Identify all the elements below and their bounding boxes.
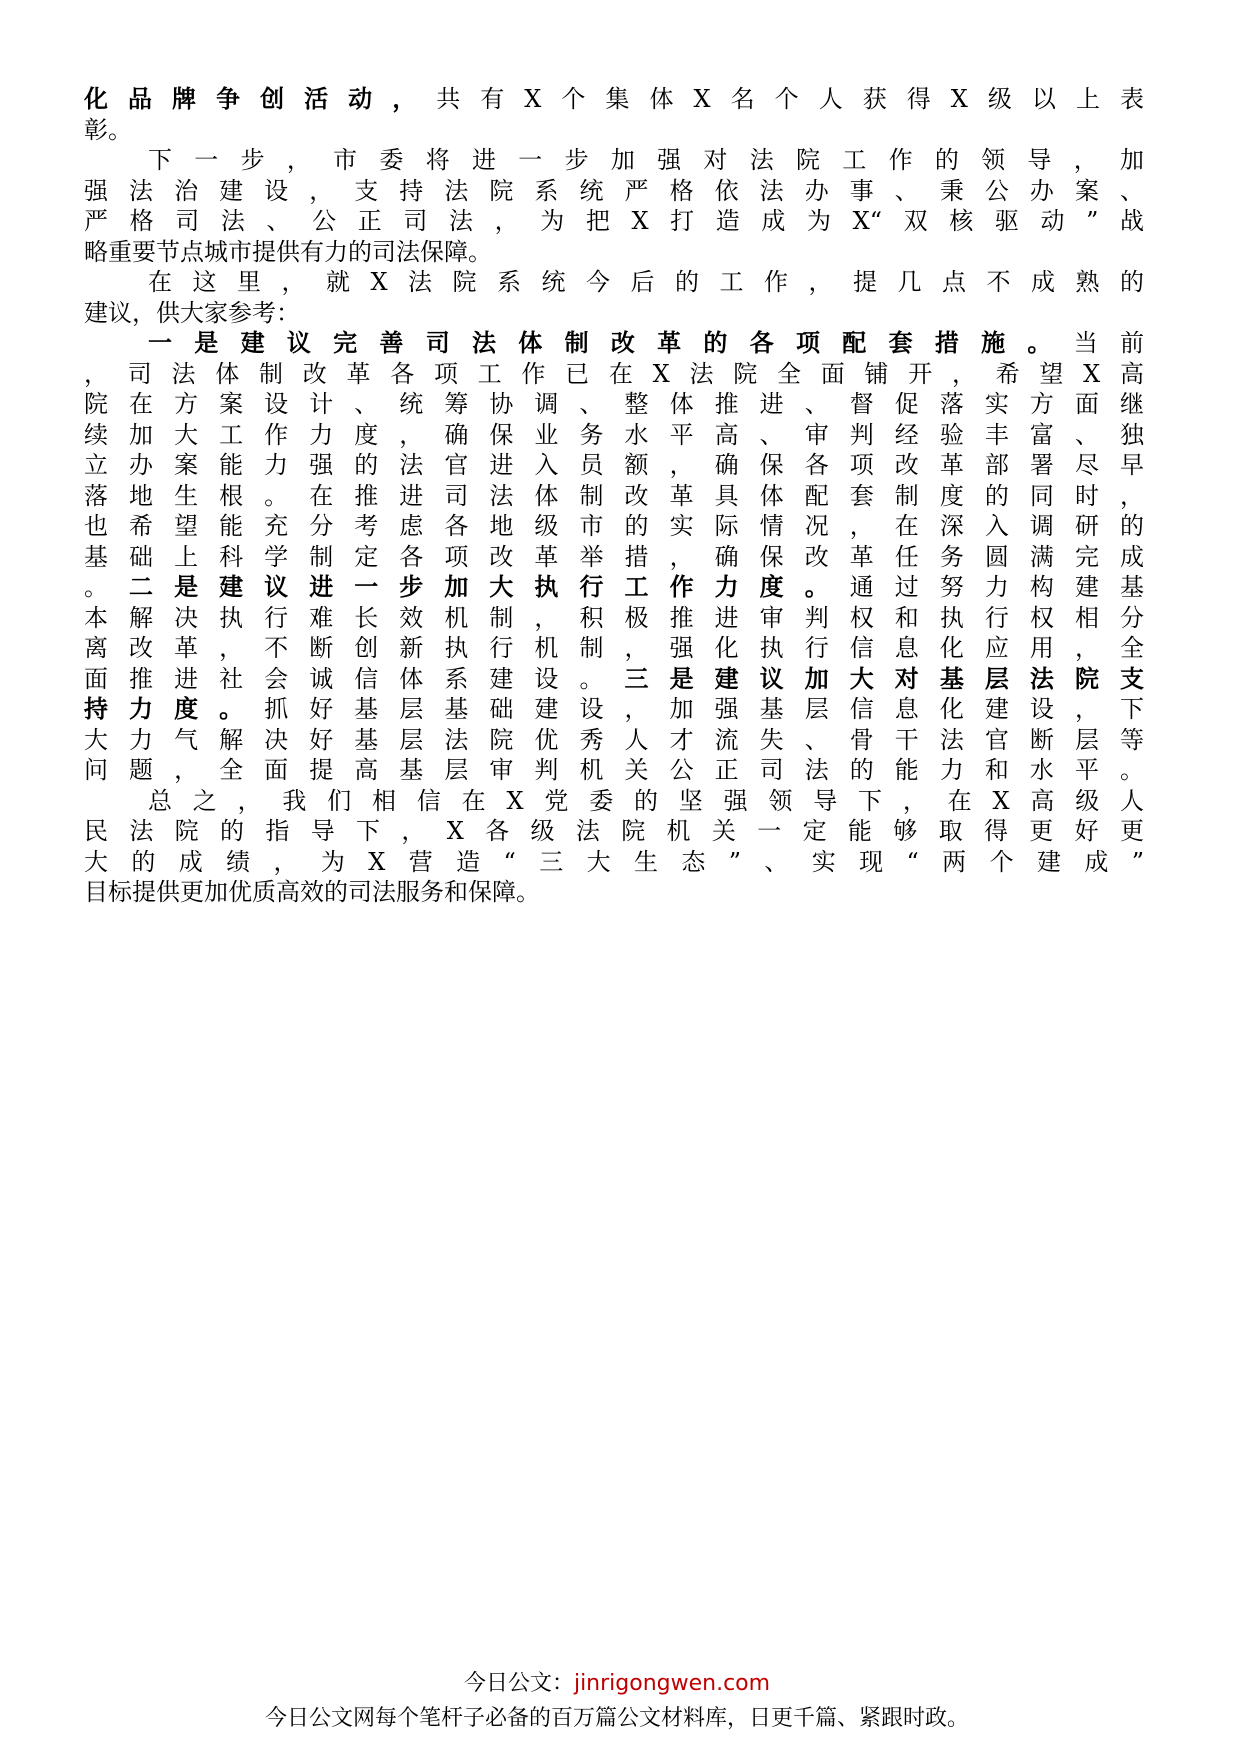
text-line <box>84 877 1144 908</box>
bold-phrase: 化品牌争创活动， <box>84 84 437 113</box>
line-text: 本解决执行难长效机制，积极推进审判权和执行权相分 <box>84 603 1144 632</box>
line-text: 大力气解决好基层法院优秀人才流失、骨干法官断层等 <box>84 725 1144 754</box>
line-text: 严格司法、公正司法，为把X打造成为X“双核驱动”战 <box>84 207 1144 235</box>
text-line <box>84 298 1144 329</box>
line-text: 也希望能充分考虑各地级市的实际情况，在深入调研的 <box>84 512 1144 540</box>
text-line <box>84 725 1144 756</box>
line-text: 下一步，市委将进一步加强对法院工作的领导，加 <box>148 146 1144 174</box>
line-text: 落地生根。在推进司法体制改革具体配套制度的同时， <box>84 481 1144 510</box>
paragraph-start-line <box>84 145 1144 176</box>
line-text: 建议，供大家参考： <box>84 298 300 327</box>
line-text: 强法治建设，支持法院系统严格依法办事、秉公办案、 <box>84 176 1144 205</box>
line-text: 在这里，就X法院系统今后的工作，提几点不成熟的 <box>148 268 1144 296</box>
footer-site-line <box>0 1666 1234 1697</box>
line-text: 目标提供更加优质高效的司法服务和保障。 <box>84 878 540 906</box>
text-line <box>84 450 1144 481</box>
text-line <box>84 420 1144 451</box>
line-text: 当前 <box>1073 329 1144 357</box>
footer-site-link[interactable]: jinrigongwen.com <box>573 1671 771 1696</box>
line-text: 共有X个集体X名个人获得X级以上表 <box>436 85 1144 113</box>
paragraph-start-line <box>84 328 1144 359</box>
line-text: 总之，我们相信在X党委的坚强领导下，在X高级人 <box>148 786 1144 815</box>
line-text: 通过努力构建基 <box>849 573 1144 601</box>
line-text: 民法院的指导下，X各级法院机关一定能够取得更好更 <box>84 817 1144 845</box>
paragraph-start-line <box>84 786 1144 817</box>
line-text: 续加大工作力度，确保业务水平高、审判经验丰富、独 <box>84 420 1144 449</box>
line-text: 面推进社会诚信体系建设。 <box>84 664 625 693</box>
text-line <box>84 206 1144 237</box>
bold-phrase: 一是建议完善司法体制改革的各项配套措施。 <box>148 328 1074 357</box>
document-body <box>84 84 1144 908</box>
text-line <box>84 755 1144 786</box>
line-text: 彰。 <box>84 115 132 144</box>
line-text: 问题，全面提高基层审判机关公正司法的能力和水平。 <box>84 756 1144 784</box>
text-line <box>84 389 1144 420</box>
bold-phrase: 三是建议加大对基层法院支 <box>624 663 1144 693</box>
footer-slogan: 今日公文网每个笔杆子必备的百万篇公文材料库，日更千篇、紧跟时政。 <box>264 1706 969 1731</box>
line-text: 略重要节点城市提供有力的司法保障。 <box>84 237 492 266</box>
bold-phrase: 持力度。 <box>84 694 265 723</box>
paragraph-start-line <box>84 267 1144 298</box>
text-line <box>84 84 1144 115</box>
text-line <box>84 694 1144 725</box>
line-text: 大的成绩，为X营造“三大生态”、实现“两个建成” <box>84 847 1144 876</box>
text-line <box>84 176 1144 207</box>
text-line <box>84 847 1144 878</box>
footer-site-label: 今日公文： <box>463 1671 574 1696</box>
text-line <box>84 115 1144 146</box>
line-text: 离改革，不断创新执行机制，强化执行信息化应用，全 <box>84 634 1144 662</box>
text-line <box>84 603 1144 634</box>
text-line <box>84 237 1144 268</box>
text-line <box>84 816 1144 847</box>
line-text: 基础上科学制定各项改革举措，确保改革任务圆满完成 <box>84 542 1144 571</box>
text-line <box>84 572 1144 603</box>
text-line <box>84 511 1144 542</box>
bold-phrase: 二是建议进一步加大执行工作力度。 <box>129 572 850 601</box>
line-text: ，司法体制改革各项工作已在X法院全面铺开，希望X高 <box>84 359 1144 388</box>
text-line <box>84 633 1144 664</box>
line-text: 院在方案设计、统筹协调、整体推进、督促落实方面继 <box>84 390 1144 418</box>
line-text: 。 <box>84 573 130 601</box>
text-line <box>84 542 1144 573</box>
text-line <box>84 359 1144 390</box>
line-text: 立办案能力强的法官进入员额，确保各项改革部署尽早 <box>84 451 1144 479</box>
text-line <box>84 664 1144 695</box>
text-line <box>84 481 1144 512</box>
line-text: 抓好基层基础建设，加强基层信息化建设，下 <box>264 695 1144 723</box>
